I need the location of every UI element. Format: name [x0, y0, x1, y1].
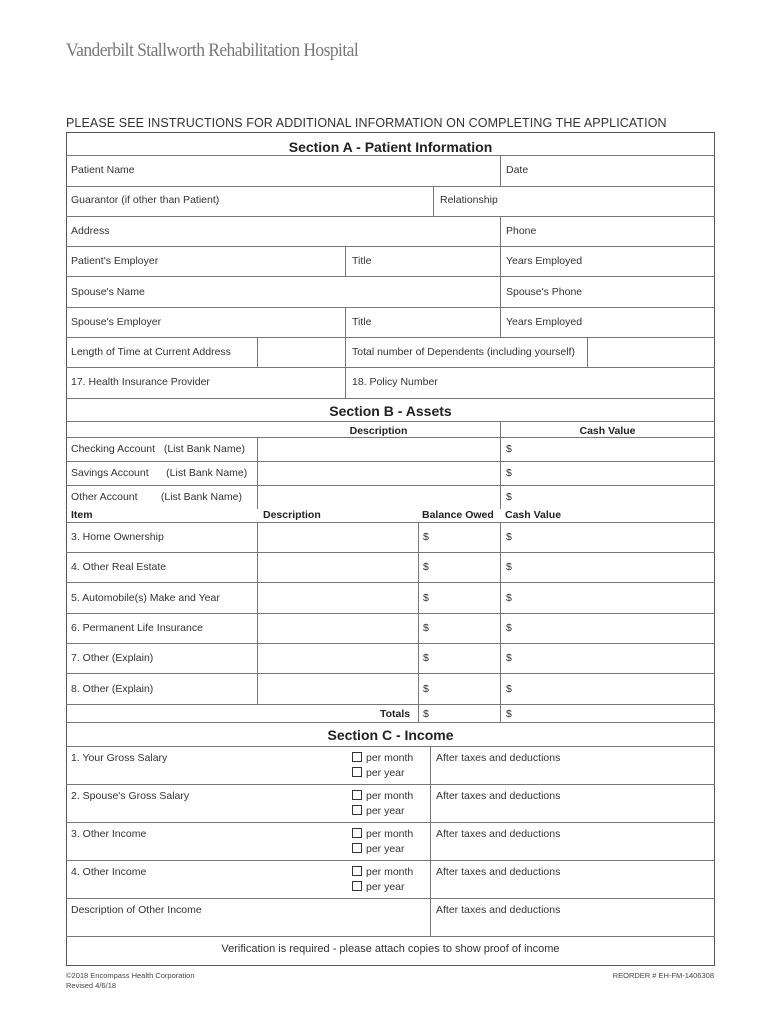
section-a-title: Section A - Patient Information	[288, 139, 493, 155]
address-field[interactable]: Address	[71, 225, 110, 237]
life-insurance-balance[interactable]: $	[423, 622, 429, 634]
spouse-salary-per-month-checkbox[interactable]: per month	[352, 790, 413, 802]
dependents-field[interactable]: Total number of Dependents (including yourself)	[352, 346, 575, 358]
divider	[66, 784, 715, 785]
divider	[257, 437, 258, 509]
date-field[interactable]: Date	[506, 164, 529, 176]
divider	[66, 936, 715, 937]
divider	[433, 186, 434, 216]
item-description-header: Description	[263, 509, 321, 521]
other-account-cash-value[interactable]: $	[506, 491, 512, 503]
divider	[500, 246, 501, 276]
automobile-cash[interactable]: $	[506, 592, 512, 604]
divider	[500, 276, 501, 307]
your-salary-per-year-checkbox[interactable]: per year	[352, 767, 405, 779]
cash-value-header: Cash Value	[579, 425, 636, 437]
divider	[66, 186, 715, 187]
divider	[66, 582, 715, 583]
home-ownership-balance[interactable]: $	[423, 531, 429, 543]
item-cash-value-header: Cash Value	[505, 509, 562, 521]
your-salary-per-month-checkbox[interactable]: per month	[352, 752, 413, 764]
verification-note: Verification is required - please attach copies to show proof of income	[221, 943, 560, 955]
other-income-2-per-year-checkbox[interactable]: per year	[352, 881, 405, 893]
divider	[66, 216, 715, 217]
patient-years-employed-field[interactable]: Years Employed	[506, 255, 583, 267]
divider	[66, 461, 715, 462]
divider	[66, 276, 715, 277]
other-account-label: Other Account (List Bank Name)	[71, 491, 242, 503]
other-income-1-per-year-checkbox[interactable]: per year	[352, 843, 405, 855]
other-income-1-after-taxes[interactable]: After taxes and deductions	[436, 828, 561, 840]
other-explain-1-balance[interactable]: $	[423, 652, 429, 664]
spouse-gross-salary-label: 2. Spouse's Gross Salary	[71, 790, 190, 802]
reorder-number: REORDER # EH-FM-1406308	[612, 971, 714, 980]
divider	[66, 822, 715, 823]
your-salary-after-taxes[interactable]: After taxes and deductions	[436, 752, 561, 764]
divider	[66, 704, 715, 705]
policy-number-field[interactable]: 18. Policy Number	[352, 376, 438, 388]
life-insurance-cash[interactable]: $	[506, 622, 512, 634]
spouse-employer-field[interactable]: Spouse's Employer	[71, 316, 162, 328]
divider	[66, 722, 715, 723]
divider	[345, 367, 346, 398]
spouse-name-field[interactable]: Spouse's Name	[71, 286, 145, 298]
patient-title-field[interactable]: Title	[352, 255, 372, 267]
divider	[500, 155, 501, 186]
section-c-title: Section C - Income	[327, 727, 454, 743]
description-other-income-field[interactable]: Description of Other Income	[71, 904, 202, 916]
divider	[345, 307, 346, 337]
revised-date: Revised 4/6/18	[66, 981, 117, 990]
other-real-estate-cash[interactable]: $	[506, 561, 512, 573]
other-explain-1-label: 7. Other (Explain)	[71, 652, 154, 664]
divider	[345, 337, 346, 367]
spouse-title-field[interactable]: Title	[352, 316, 372, 328]
description-other-after-taxes[interactable]: After taxes and deductions	[436, 904, 561, 916]
instructions-text: PLEASE SEE INSTRUCTIONS FOR ADDITIONAL INFORMATION ON COMPLETING THE APPLICATION	[66, 116, 667, 130]
other-income-2-per-month-checkbox[interactable]: per month	[352, 866, 413, 878]
other-explain-2-balance[interactable]: $	[423, 683, 429, 695]
phone-field[interactable]: Phone	[506, 225, 537, 237]
other-income-1-per-month-checkbox[interactable]: per month	[352, 828, 413, 840]
section-b-title: Section B - Assets	[329, 403, 452, 419]
divider	[66, 746, 715, 747]
patient-employer-field[interactable]: Patient's Employer	[71, 255, 159, 267]
patient-name-field[interactable]: Patient Name	[71, 164, 135, 176]
automobile-balance[interactable]: $	[423, 592, 429, 604]
divider	[500, 307, 501, 337]
divider	[66, 337, 715, 338]
divider	[257, 337, 258, 367]
divider	[66, 552, 715, 553]
divider	[500, 421, 501, 509]
description-header: Description	[349, 425, 408, 437]
automobile-label: 5. Automobile(s) Make and Year	[71, 592, 220, 604]
spouse-salary-after-taxes[interactable]: After taxes and deductions	[436, 790, 561, 802]
divider	[66, 398, 715, 399]
length-time-address-field[interactable]: Length of Time at Current Address	[71, 346, 231, 358]
totals-cash[interactable]: $	[506, 708, 512, 720]
divider	[66, 155, 715, 156]
divider	[66, 860, 715, 861]
footer-left	[66, 971, 195, 991]
spouse-years-employed-field[interactable]: Years Employed	[506, 316, 583, 328]
item-header: Item	[71, 509, 93, 521]
checking-account-label: Checking Account (List Bank Name)	[71, 443, 245, 455]
other-explain-2-label: 8. Other (Explain)	[71, 683, 154, 695]
guarantor-field[interactable]: Guarantor (if other than Patient)	[71, 194, 220, 206]
other-explain-2-cash[interactable]: $	[506, 683, 512, 695]
totals-label: Totals	[380, 708, 411, 720]
home-ownership-cash[interactable]: $	[506, 531, 512, 543]
other-explain-1-cash[interactable]: $	[506, 652, 512, 664]
other-real-estate-balance[interactable]: $	[423, 561, 429, 573]
other-income-2-label: 4. Other Income	[71, 866, 147, 878]
other-real-estate-label: 4. Other Real Estate	[71, 561, 167, 573]
divider	[66, 307, 715, 308]
divider	[66, 246, 715, 247]
other-income-2-after-taxes[interactable]: After taxes and deductions	[436, 866, 561, 878]
divider	[66, 673, 715, 674]
divider	[345, 246, 346, 276]
divider	[66, 367, 715, 368]
savings-account-label: Savings Account (List Bank Name)	[71, 467, 248, 479]
totals-balance[interactable]: $	[423, 708, 429, 720]
insurance-provider-field[interactable]: 17. Health Insurance Provider	[71, 376, 210, 388]
divider	[66, 643, 715, 644]
savings-account-cash-value[interactable]: $	[506, 467, 512, 479]
balance-owed-header: Balance Owed	[422, 509, 494, 521]
checking-account-cash-value[interactable]: $	[506, 443, 512, 455]
life-insurance-label: 6. Permanent Life Insurance	[71, 622, 203, 634]
divider	[66, 898, 715, 899]
divider	[500, 216, 501, 246]
your-gross-salary-label: 1. Your Gross Salary	[71, 752, 168, 764]
divider	[66, 613, 715, 614]
home-ownership-label: 3. Home Ownership	[71, 531, 164, 543]
spouse-salary-per-year-checkbox[interactable]: per year	[352, 805, 405, 817]
hospital-name: Vanderbilt Stallworth Rehabilitation Hospital	[66, 40, 359, 61]
divider	[66, 421, 715, 422]
divider	[66, 485, 715, 486]
divider	[587, 337, 588, 367]
other-income-1-label: 3. Other Income	[71, 828, 147, 840]
application-form	[66, 132, 715, 966]
divider	[430, 746, 431, 936]
divider	[66, 437, 715, 438]
relationship-field[interactable]: Relationship	[440, 194, 498, 206]
spouse-phone-field[interactable]: Spouse's Phone	[506, 286, 583, 298]
copyright-text: ©2018 Encompass Health Corporation	[66, 971, 195, 980]
divider	[66, 522, 715, 523]
